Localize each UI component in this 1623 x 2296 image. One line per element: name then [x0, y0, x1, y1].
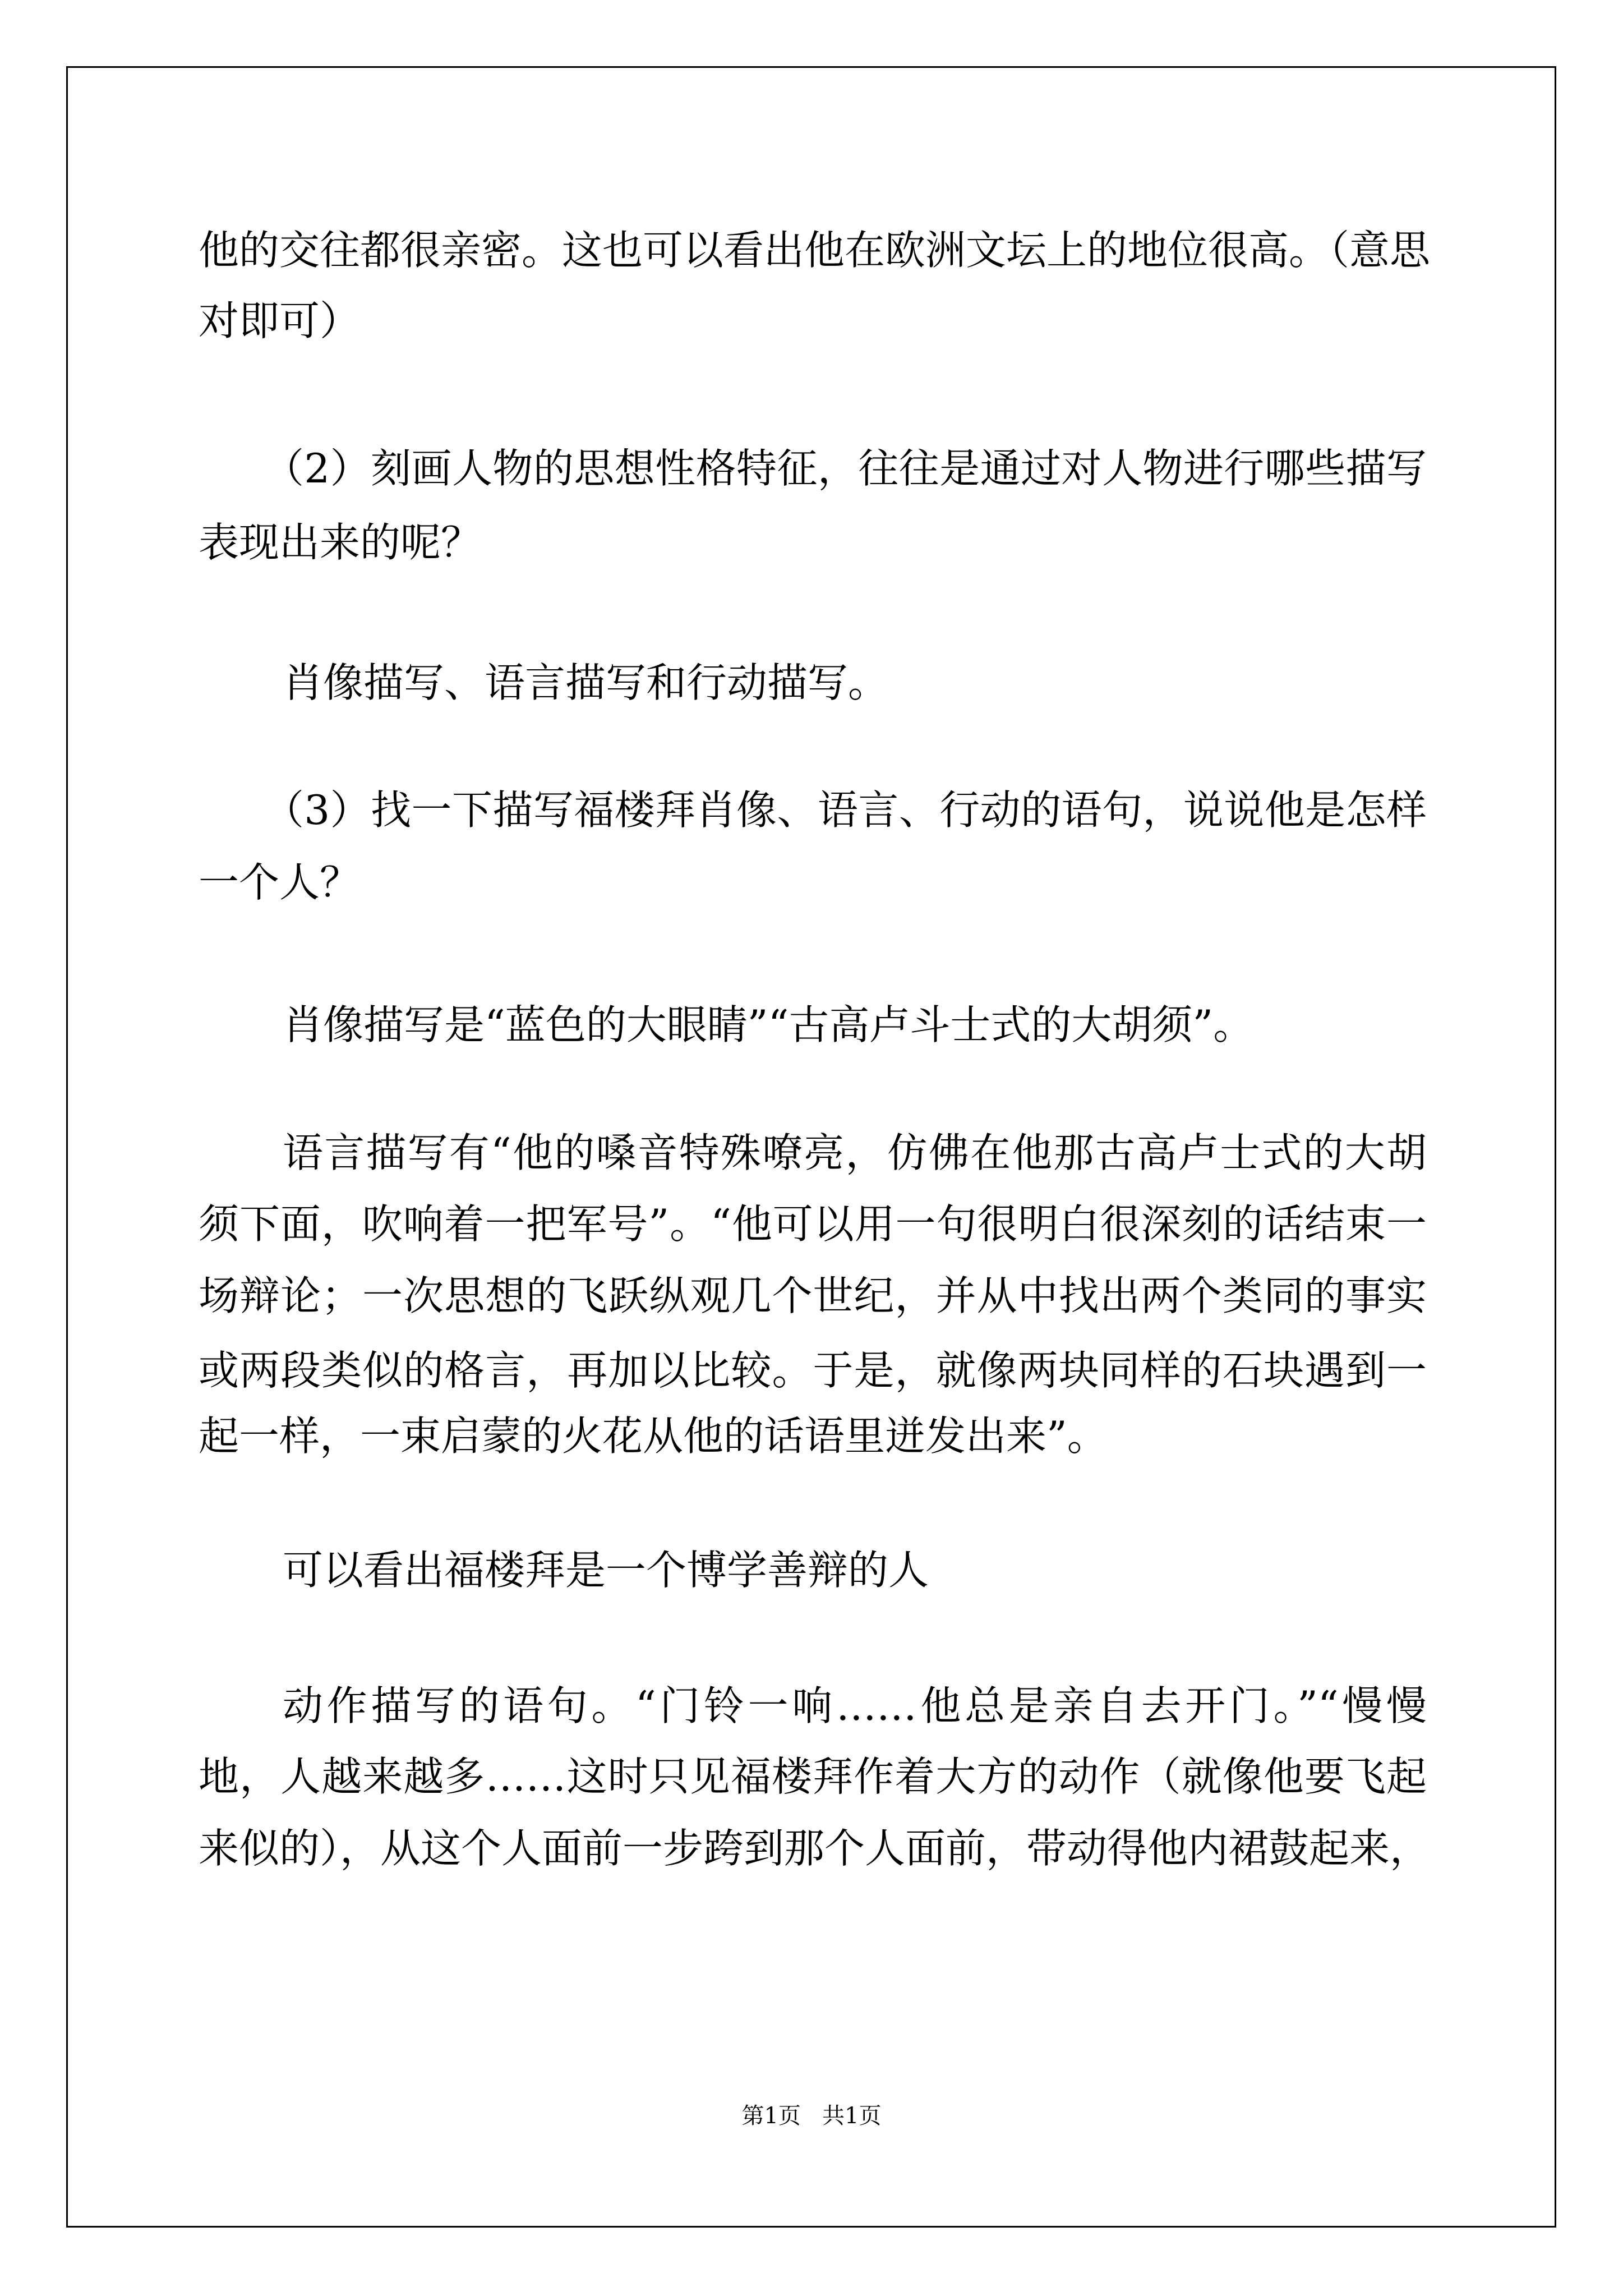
text-line: 表现出来的呢？ — [199, 519, 482, 566]
text-line: 场辩论；一次思想的飞跃纵观几个世纪，并从中找出两个类同的事实 — [199, 1272, 1427, 1319]
text-line: （2）刻画人物的思想性格特征，往往是通过对人物进行哪些描写 — [264, 445, 1427, 492]
text-line: 语言描写有“他的嗓音特殊嘹亮，仿佛在他那古高卢士式的大胡 — [283, 1129, 1427, 1176]
text-line: 他的交往都很亲密。这也可以看出他在欧洲文坛上的地位很高。（意思 — [199, 227, 1431, 274]
text-line: 肖像描写是“蓝色的大眼睛”“古高卢斗士式的大胡须”。 — [283, 1001, 1254, 1048]
text-line: （3）找一下描写福楼拜肖像、语言、行动的语句，说说他是怎样 — [264, 786, 1427, 834]
text-line: 肖像描写、语言描写和行动描写。 — [283, 659, 889, 706]
text-line: 地，人越来越多……这时只见福楼拜作着大方的动作（就像他要飞起 — [199, 1753, 1427, 1800]
text-line: 动作描写的语句。“门铃一响……他总是亲自去开门。”“慢慢 — [283, 1682, 1427, 1729]
text-line: 一个人？ — [199, 859, 361, 906]
text-line: 须下面，吹响着一把军号”。“他可以用一句很明白很深刻的话结束一 — [199, 1200, 1427, 1248]
text-line: 或两段类似的格言，再加以比较。于是，就像两块同样的石块遇到一 — [199, 1347, 1427, 1394]
text-line: 对即可） — [199, 297, 361, 344]
text-line: 可以看出福楼拜是一个博学善辩的人 — [283, 1547, 929, 1594]
text-line: 起一样，一束启蒙的火花从他的话语里迸发出来”。 — [199, 1412, 1108, 1460]
page-footer: 第1页 共1页 — [741, 2103, 882, 2129]
text-line: 来似的），从这个人面前一步跨到那个人面前，带动得他内裙鼓起来， — [199, 1825, 1431, 1872]
